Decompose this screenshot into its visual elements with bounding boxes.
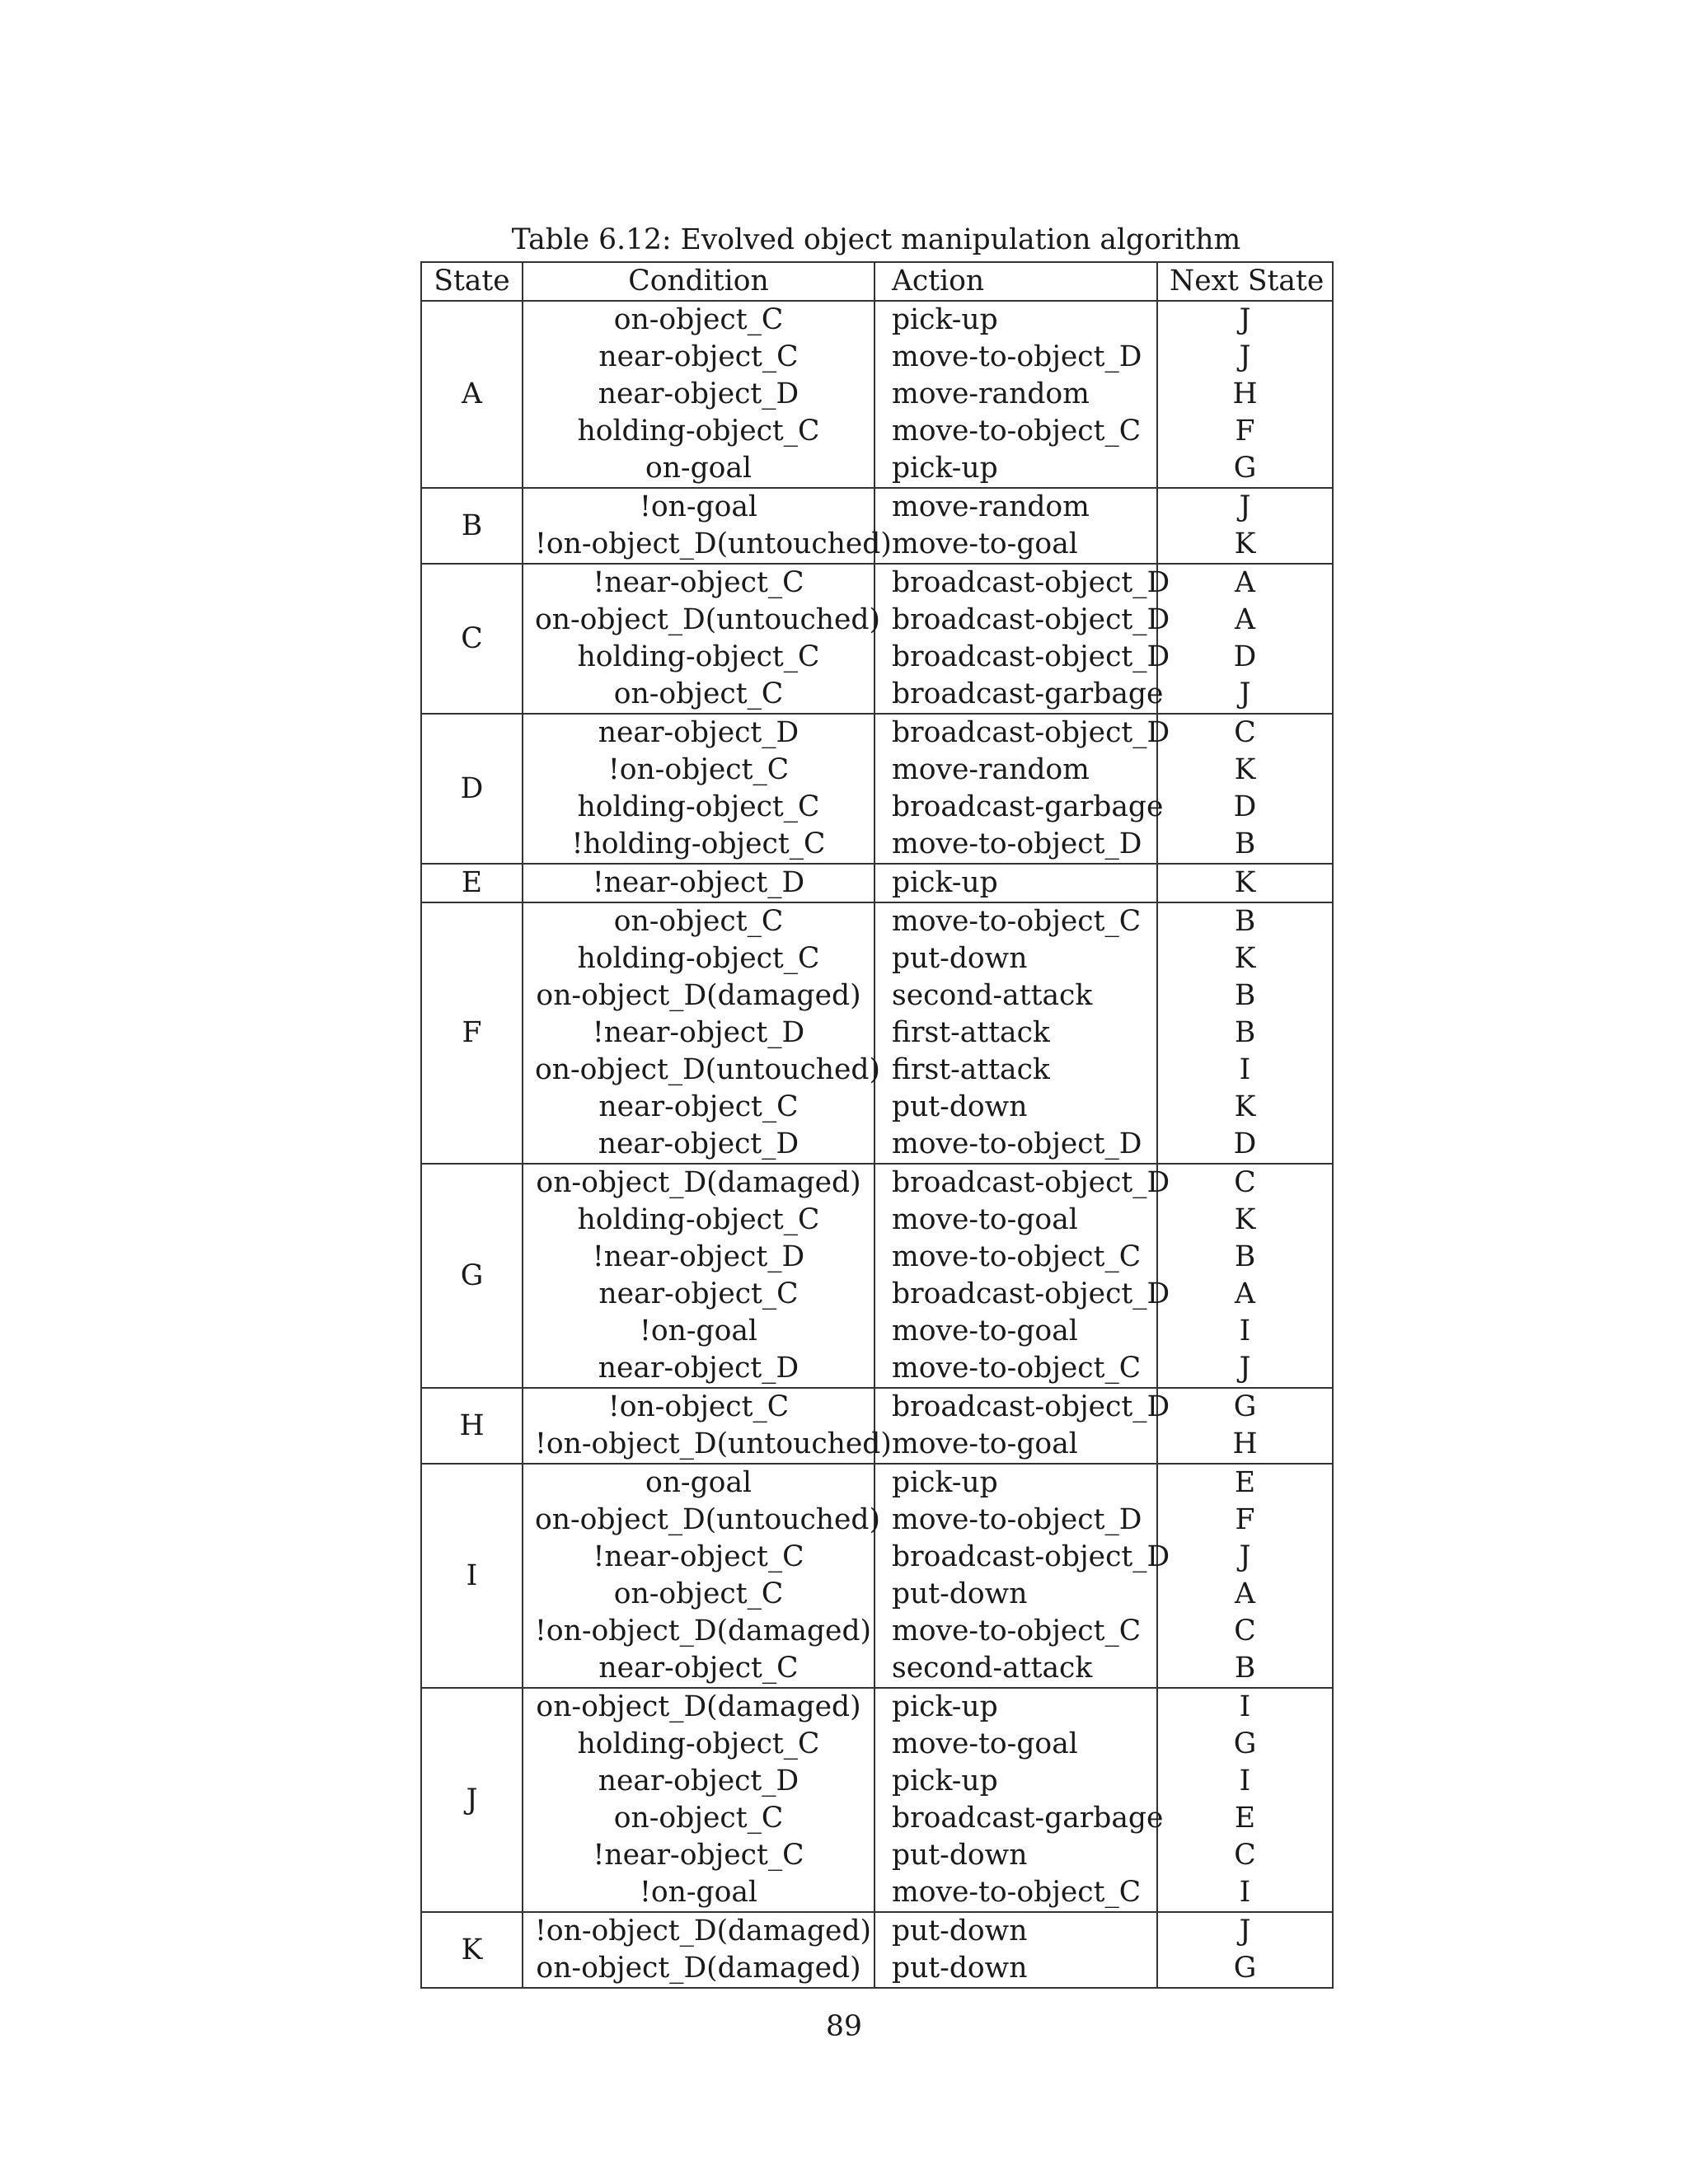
action-cell: move-to-object_C bbox=[874, 413, 1157, 450]
next-state-cell: D bbox=[1157, 789, 1333, 826]
condition-cell: on-object_C bbox=[523, 676, 874, 714]
condition-cell: near-object_D bbox=[523, 1763, 874, 1800]
action-cell: move-to-object_D bbox=[874, 339, 1157, 376]
next-state-cell: J bbox=[1157, 1350, 1333, 1388]
next-state-cell: C bbox=[1157, 1164, 1333, 1202]
table-row bbox=[421, 1539, 1333, 1576]
table-row bbox=[421, 1950, 1333, 1988]
table-row bbox=[421, 1276, 1333, 1313]
table-row bbox=[421, 940, 1333, 977]
condition-cell: !holding-object_C bbox=[523, 826, 874, 864]
next-state-cell: D bbox=[1157, 639, 1333, 676]
table-row bbox=[421, 1800, 1333, 1837]
next-state-cell: C bbox=[1157, 1837, 1333, 1874]
table-caption: Table 6.12: Evolved object manipulation algorithm bbox=[511, 223, 1241, 256]
action-cell: broadcast-object_D bbox=[874, 639, 1157, 676]
condition-cell: !on-goal bbox=[523, 1313, 874, 1350]
table-row bbox=[421, 1688, 1333, 1726]
table-row bbox=[421, 413, 1333, 450]
next-state-cell: E bbox=[1157, 1800, 1333, 1837]
action-cell: broadcast-object_D bbox=[874, 1276, 1157, 1313]
table-row bbox=[421, 1426, 1333, 1464]
condition-cell: holding-object_C bbox=[523, 789, 874, 826]
condition-cell: on-object_D(damaged) bbox=[523, 1688, 874, 1726]
table-row bbox=[421, 1313, 1333, 1350]
table-row bbox=[421, 1126, 1333, 1164]
condition-cell: near-object_C bbox=[523, 1276, 874, 1313]
next-state-cell: F bbox=[1157, 1502, 1333, 1539]
action-cell: move-to-object_C bbox=[874, 902, 1157, 940]
next-state-cell: B bbox=[1157, 1650, 1333, 1688]
action-cell: pick-up bbox=[874, 864, 1157, 902]
table-row bbox=[421, 450, 1333, 488]
table-row bbox=[421, 1052, 1333, 1089]
table-row bbox=[421, 1837, 1333, 1874]
table-row bbox=[421, 1464, 1333, 1502]
action-cell: first-attack bbox=[874, 1052, 1157, 1089]
table-row bbox=[421, 564, 1333, 602]
condition-cell: !on-object_C bbox=[523, 1388, 874, 1426]
action-cell: move-to-goal bbox=[874, 1726, 1157, 1763]
table-row bbox=[421, 1874, 1333, 1912]
state-cell: J bbox=[421, 1688, 523, 1912]
table-row bbox=[421, 1388, 1333, 1426]
condition-cell: on-goal bbox=[523, 450, 874, 488]
table-row bbox=[421, 864, 1333, 902]
table-header bbox=[421, 262, 1333, 301]
condition-cell: !on-object_D(untouched) bbox=[523, 526, 874, 564]
state-cell: H bbox=[421, 1388, 523, 1464]
condition-cell: on-object_D(damaged) bbox=[523, 977, 874, 1015]
condition-cell: !near-object_D bbox=[523, 1239, 874, 1276]
action-cell: broadcast-object_D bbox=[874, 1539, 1157, 1576]
condition-cell: !near-object_C bbox=[523, 1837, 874, 1874]
table-row bbox=[421, 789, 1333, 826]
table-row bbox=[421, 1613, 1333, 1650]
table-row bbox=[421, 676, 1333, 714]
next-state-cell: J bbox=[1157, 488, 1333, 526]
next-state-cell: I bbox=[1157, 1052, 1333, 1089]
table-row bbox=[421, 1239, 1333, 1276]
table-row bbox=[421, 1912, 1333, 1950]
condition-cell: near-object_C bbox=[523, 1089, 874, 1126]
condition-cell: on-object_D(untouched) bbox=[523, 1502, 874, 1539]
table-row bbox=[421, 1202, 1333, 1239]
next-state-cell: I bbox=[1157, 1874, 1333, 1912]
condition-cell: holding-object_C bbox=[523, 1726, 874, 1763]
action-cell: pick-up bbox=[874, 1688, 1157, 1726]
state-cell: A bbox=[421, 301, 523, 488]
action-cell: move-to-goal bbox=[874, 1313, 1157, 1350]
action-cell: move-to-object_C bbox=[874, 1350, 1157, 1388]
condition-cell: on-object_D(untouched) bbox=[523, 1052, 874, 1089]
next-state-cell: J bbox=[1157, 676, 1333, 714]
action-cell: broadcast-object_D bbox=[874, 564, 1157, 602]
condition-cell: holding-object_C bbox=[523, 1202, 874, 1239]
action-cell: move-to-object_C bbox=[874, 1613, 1157, 1650]
next-state-cell: H bbox=[1157, 1426, 1333, 1464]
state-cell: I bbox=[421, 1464, 523, 1688]
action-cell: broadcast-object_D bbox=[874, 602, 1157, 639]
next-state-cell: H bbox=[1157, 376, 1333, 413]
state-cell: K bbox=[421, 1912, 523, 1988]
table-row bbox=[421, 826, 1333, 864]
next-state-cell: B bbox=[1157, 1239, 1333, 1276]
action-cell: move-random bbox=[874, 376, 1157, 413]
next-state-cell: G bbox=[1157, 1950, 1333, 1988]
condition-cell: holding-object_C bbox=[523, 639, 874, 676]
next-state-cell: E bbox=[1157, 1464, 1333, 1502]
condition-cell: !near-object_D bbox=[523, 864, 874, 902]
next-state-cell: G bbox=[1157, 1726, 1333, 1763]
next-state-cell: G bbox=[1157, 450, 1333, 488]
table-row bbox=[421, 602, 1333, 639]
next-state-cell: B bbox=[1157, 826, 1333, 864]
action-cell: put-down bbox=[874, 1950, 1157, 1988]
action-cell: move-to-goal bbox=[874, 1426, 1157, 1464]
action-cell: first-attack bbox=[874, 1015, 1157, 1052]
next-state-cell: D bbox=[1157, 1126, 1333, 1164]
table-row bbox=[421, 1350, 1333, 1388]
action-cell: broadcast-object_D bbox=[874, 714, 1157, 752]
condition-cell: on-object_C bbox=[523, 902, 874, 940]
action-cell: put-down bbox=[874, 1576, 1157, 1613]
condition-cell: !near-object_D bbox=[523, 1015, 874, 1052]
state-cell: G bbox=[421, 1164, 523, 1388]
action-cell: pick-up bbox=[874, 301, 1157, 339]
header-action: Action bbox=[874, 262, 1157, 301]
state-cell: C bbox=[421, 564, 523, 714]
condition-cell: near-object_C bbox=[523, 339, 874, 376]
table-row bbox=[421, 1502, 1333, 1539]
condition-cell: !near-object_C bbox=[523, 564, 874, 602]
action-cell: pick-up bbox=[874, 1464, 1157, 1502]
table-row bbox=[421, 902, 1333, 940]
table-row bbox=[421, 1015, 1333, 1052]
next-state-cell: F bbox=[1157, 413, 1333, 450]
table-row bbox=[421, 1576, 1333, 1613]
state-transition-table bbox=[420, 261, 1334, 1989]
next-state-cell: I bbox=[1157, 1763, 1333, 1800]
next-state-cell: J bbox=[1157, 1539, 1333, 1576]
action-cell: move-random bbox=[874, 488, 1157, 526]
action-cell: broadcast-garbage bbox=[874, 1800, 1157, 1837]
next-state-cell: K bbox=[1157, 940, 1333, 977]
table-row bbox=[421, 1726, 1333, 1763]
condition-cell: near-object_D bbox=[523, 376, 874, 413]
next-state-cell: A bbox=[1157, 602, 1333, 639]
condition-cell: !on-object_D(damaged) bbox=[523, 1912, 874, 1950]
action-cell: broadcast-object_D bbox=[874, 1388, 1157, 1426]
action-cell: move-to-object_C bbox=[874, 1239, 1157, 1276]
table-row bbox=[421, 1164, 1333, 1202]
next-state-cell: K bbox=[1157, 1202, 1333, 1239]
next-state-cell: G bbox=[1157, 1388, 1333, 1426]
condition-cell: near-object_D bbox=[523, 1350, 874, 1388]
condition-cell: on-object_D(damaged) bbox=[523, 1950, 874, 1988]
action-cell: move-to-goal bbox=[874, 526, 1157, 564]
header-state: State bbox=[421, 262, 523, 301]
next-state-cell: J bbox=[1157, 301, 1333, 339]
action-cell: move-to-object_D bbox=[874, 826, 1157, 864]
condition-cell: on-object_C bbox=[523, 1800, 874, 1837]
table-row bbox=[421, 714, 1333, 752]
action-cell: broadcast-object_D bbox=[874, 1164, 1157, 1202]
action-cell: move-to-goal bbox=[874, 1202, 1157, 1239]
page-number: 89 bbox=[826, 2010, 862, 2043]
table-row bbox=[421, 1763, 1333, 1800]
condition-cell: holding-object_C bbox=[523, 940, 874, 977]
next-state-cell: J bbox=[1157, 339, 1333, 376]
action-cell: put-down bbox=[874, 1912, 1157, 1950]
next-state-cell: K bbox=[1157, 1089, 1333, 1126]
action-cell: move-to-object_C bbox=[874, 1874, 1157, 1912]
condition-cell: on-object_C bbox=[523, 1576, 874, 1613]
next-state-cell: C bbox=[1157, 714, 1333, 752]
header-condition: Condition bbox=[523, 262, 874, 301]
action-cell: broadcast-garbage bbox=[874, 789, 1157, 826]
next-state-cell: A bbox=[1157, 564, 1333, 602]
state-cell: E bbox=[421, 864, 523, 902]
next-state-cell: B bbox=[1157, 902, 1333, 940]
condition-cell: holding-object_C bbox=[523, 413, 874, 450]
table-row bbox=[421, 339, 1333, 376]
table-row bbox=[421, 376, 1333, 413]
next-state-cell: A bbox=[1157, 1276, 1333, 1313]
table-row bbox=[421, 752, 1333, 789]
action-cell: move-random bbox=[874, 752, 1157, 789]
condition-cell: on-goal bbox=[523, 1464, 874, 1502]
condition-cell: !on-object_D(damaged) bbox=[523, 1613, 874, 1650]
action-cell: second-attack bbox=[874, 1650, 1157, 1688]
table-row bbox=[421, 1650, 1333, 1688]
header-next-state: Next State bbox=[1157, 262, 1333, 301]
action-cell: move-to-object_D bbox=[874, 1126, 1157, 1164]
condition-cell: on-object_D(untouched) bbox=[523, 602, 874, 639]
action-cell: put-down bbox=[874, 1837, 1157, 1874]
condition-cell: !on-goal bbox=[523, 488, 874, 526]
action-cell: second-attack bbox=[874, 977, 1157, 1015]
condition-cell: near-object_D bbox=[523, 714, 874, 752]
condition-cell: !on-object_C bbox=[523, 752, 874, 789]
action-cell: pick-up bbox=[874, 1763, 1157, 1800]
next-state-cell: B bbox=[1157, 977, 1333, 1015]
condition-cell: on-object_C bbox=[523, 301, 874, 339]
table-row bbox=[421, 301, 1333, 339]
table-body bbox=[421, 301, 1333, 1988]
next-state-cell: K bbox=[1157, 526, 1333, 564]
action-cell: broadcast-garbage bbox=[874, 676, 1157, 714]
next-state-cell: I bbox=[1157, 1313, 1333, 1350]
action-cell: put-down bbox=[874, 940, 1157, 977]
next-state-cell: J bbox=[1157, 1912, 1333, 1950]
action-cell: pick-up bbox=[874, 450, 1157, 488]
state-cell: F bbox=[421, 902, 523, 1164]
condition-cell: near-object_C bbox=[523, 1650, 874, 1688]
next-state-cell: K bbox=[1157, 864, 1333, 902]
condition-cell: !near-object_C bbox=[523, 1539, 874, 1576]
state-cell: D bbox=[421, 714, 523, 864]
action-cell: put-down bbox=[874, 1089, 1157, 1126]
next-state-cell: A bbox=[1157, 1576, 1333, 1613]
state-cell: B bbox=[421, 488, 523, 564]
next-state-cell: I bbox=[1157, 1688, 1333, 1726]
condition-cell: !on-goal bbox=[523, 1874, 874, 1912]
table-row bbox=[421, 526, 1333, 564]
table-row bbox=[421, 1089, 1333, 1126]
next-state-cell: B bbox=[1157, 1015, 1333, 1052]
next-state-cell: C bbox=[1157, 1613, 1333, 1650]
condition-cell: !on-object_D(untouched) bbox=[523, 1426, 874, 1464]
condition-cell: near-object_D bbox=[523, 1126, 874, 1164]
header-row bbox=[421, 262, 1333, 301]
table-row bbox=[421, 488, 1333, 526]
condition-cell: on-object_D(damaged) bbox=[523, 1164, 874, 1202]
table-row bbox=[421, 977, 1333, 1015]
action-cell: move-to-object_D bbox=[874, 1502, 1157, 1539]
next-state-cell: K bbox=[1157, 752, 1333, 789]
table-row bbox=[421, 639, 1333, 676]
